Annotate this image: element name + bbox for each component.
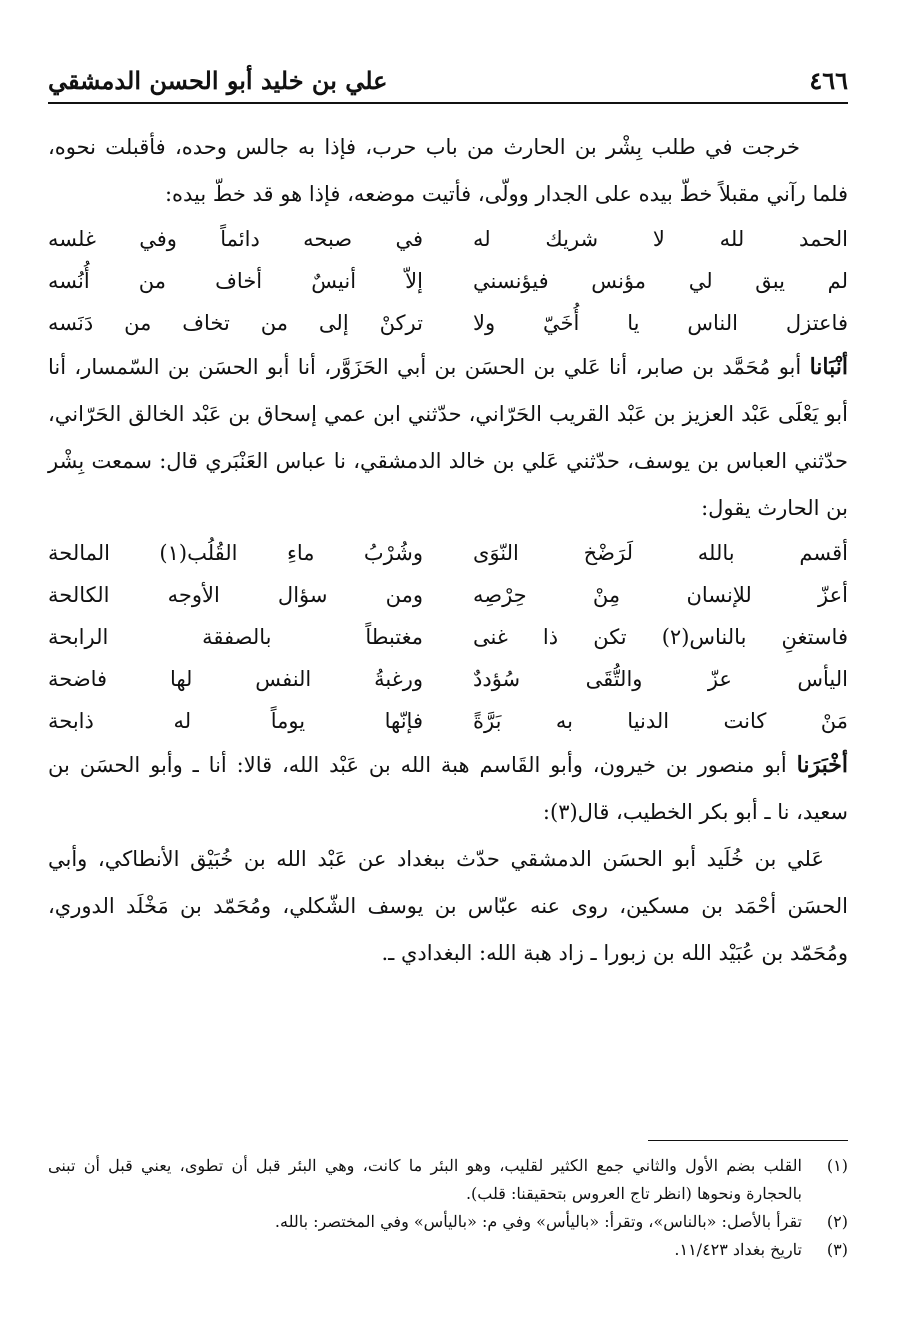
hemistich-first: اليأس عزّ والتُّقَى سُؤددٌ [473, 667, 848, 691]
paragraph [48, 742, 848, 836]
page-number: ٤٦٦ [809, 66, 848, 95]
hemistich-second: في صبحه دائماً وفي غلسه [48, 227, 423, 251]
footnote-number: (١) [826, 1156, 848, 1175]
paragraph-text: أبو مُحَمَّد بن صابر، أنا عَلي بن الحسَن بن أبي الحَزَوَّر، أنا أبو الحسَن بن السّمسار، أنا أبو يَعْلَى عَبْد العزيز بن عَبْد القريب الحَرّاني، حدّثني ابن عمي إسحاق بن عَبْد الخالق الحَرّاني، حدّثني العباس بن يوسف، حدّثني عَلي بن خالد الدمشقي، نا عباس العَنْبَري قال: سمعت بِشْر بن الحارث يقول: [48, 355, 848, 520]
hemistich-second: ومن سؤال الأوجه الكالحة [48, 583, 423, 607]
paragraph-text: أبو منصور بن خيرون، وأبو القَاسم هبة الله بن عَبْد الله، قالا: أنا ـ وأبو الحسَن بن سعيد، نا ـ أبو بكر الخطيب، قال(٣): [48, 753, 848, 824]
hemistich-first: فاعتزل الناس يا أُخَيّ ولا [473, 311, 848, 335]
verse [48, 302, 848, 344]
hemistich-first: فاستغنِ بالناس(٢) تكن ذا غنى [473, 625, 848, 649]
verse [48, 658, 848, 700]
hemistich-first: أعزّ للإنسان مِنْ حِرْصِه [473, 583, 848, 607]
footnote-number: (٢) [826, 1212, 848, 1231]
hemistich-first: لم يبق لي مؤنس فيؤنسني [473, 269, 848, 293]
running-title: علي بن خليد أبو الحسن الدمشقي [48, 66, 388, 95]
isnad-lead-word: أنْبَانا [809, 354, 848, 380]
page-header [48, 62, 848, 104]
verse [48, 574, 848, 616]
hemistich-first: مَنْ كانت الدنيا به بَرَّةً [473, 709, 848, 733]
footnote [48, 1236, 848, 1264]
footnote-text: تقرأ بالأصل: «بالناس»، وتقرأ: «باليأس» وفي م: «باليأس» وفي المختصر: بالله. [274, 1212, 802, 1231]
hemistich-second: ورغبةُ النفس لها فاضحة [48, 667, 423, 691]
footnote-text: القلب بضم الأول والثاني جمع الكثير لقليب، وهو البئر ما كانت، وهي البئر قبل أن تطوى، يعني قبل أن تبنى بالحجارة ونحوها (انظر تاج العروس بتحقيقنا: قلب). [48, 1156, 802, 1203]
paragraph: عَلي بن خُلَيد أبو الحسَن الدمشقي حدّث ببغداد عن عَبْد الله بن خُبَيْق الأنطاكي، وأبي الحسَن أحْمَد بن مسكين، روى عنه عبّاس بن يوسف الشّكلي، ومُحَمّد بن مَخْلَد الدوري، ومُحَمّد بن عُبَيْد الله بن زبورا ـ زاد هبة الله: البغدادي ـ. [48, 847, 848, 965]
isnad-lead-word: أخْبَرَنا [796, 752, 848, 778]
footnote [48, 1208, 848, 1236]
verse [48, 532, 848, 574]
footnote [48, 1152, 848, 1208]
footnote-divider [648, 1140, 848, 1141]
poem [48, 218, 848, 344]
hemistich-second: مغتبطاً بالصفقة الرابحة [48, 625, 423, 649]
poem [48, 532, 848, 742]
verse [48, 616, 848, 658]
verse [48, 218, 848, 260]
footnote-number: (٣) [826, 1240, 848, 1259]
main-text [48, 124, 848, 977]
verse [48, 260, 848, 302]
footnotes [48, 1152, 848, 1264]
hemistich-first: أقسم بالله لَرَضْخ النّوَى [473, 541, 848, 565]
footnote-text: تاريخ بغداد ١١/٤٢٣. [674, 1240, 802, 1259]
hemistich-second: تركنْ إلى من تخاف من دَنَسه [48, 311, 423, 335]
paragraph: خرجت في طلب بِشْر بن الحارث من باب حرب، فإذا به جالس وحده، فأقبلت نحوه، فلما رآني مقبلاً خطّ بيده على الجدار وولّى، فأتيت موضعه، فإذا هو قد خطّ بيده: [48, 135, 848, 206]
hemistich-second: فإنّها يوماً له ذابحة [48, 709, 423, 733]
paragraph [48, 344, 848, 532]
hemistich-first: الحمد لله لا شريك له [473, 227, 848, 251]
hemistich-second: إلاّ أنيسٌ أخاف من أُنُسه [48, 269, 423, 293]
verse [48, 700, 848, 742]
hemistich-second: وشُرْبُ ماءِ القُلُب(١) المالحة [48, 541, 423, 565]
